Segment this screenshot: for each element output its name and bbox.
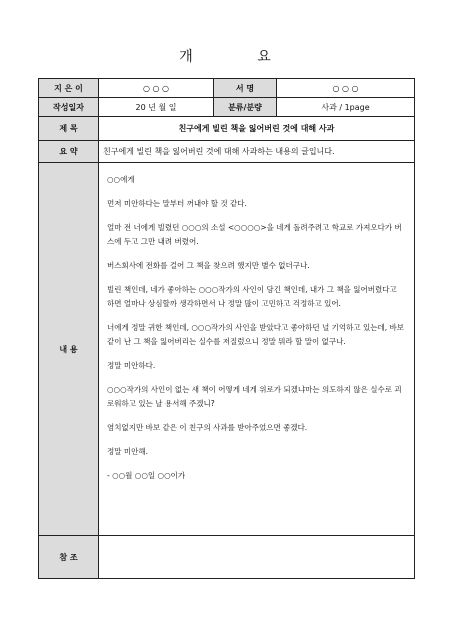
reference-value [99, 536, 415, 579]
author-value: ○ ○ ○ [99, 79, 214, 98]
signature-value: ○ ○ ○ [277, 79, 415, 98]
content-paragraph: - ○○월 ○○일 ○○이가 [107, 471, 186, 480]
date-value: 20 년 월 일 [99, 98, 214, 117]
summary-form-table [38, 78, 415, 579]
reference-row [39, 536, 415, 579]
summary-row [39, 141, 415, 163]
subject-value: 친구에게 빌린 책을 잃어버린 것에 대해 사과 [99, 117, 415, 141]
date-label: 작성일자 [39, 98, 99, 117]
content-body [99, 163, 415, 536]
content-paragraph: 너에게 정말 귀한 책인데, ○○○작가의 사인을 받았다고 좋아하던 널 기억하고 있는데, 바보 같이 난 그 책을 잃어버리는 실수를 저질렀으니 정말 뭐라 할 말이 없구나. [107, 323, 404, 346]
subject-label: 제 목 [39, 117, 99, 141]
summary-value: 친구에게 빌린 책을 잃어버린 것에 대해 사과하는 내용의 글입니다. [99, 141, 415, 163]
content-paragraph: 정말 미안하다. [107, 361, 156, 370]
category-value: 사과 / 1page [277, 98, 415, 117]
author-row [39, 79, 415, 98]
content-paragraph: ○○에게 [107, 175, 135, 184]
reference-label: 참 조 [39, 536, 99, 579]
content-paragraph: 정말 미안해. [107, 447, 148, 456]
content-paragraph: 먼저 미안하다는 말부터 꺼내야 할 것 같다. [107, 199, 247, 208]
date-row [39, 98, 415, 117]
content-paragraph: 빌린 책인데, 네가 좋아하는 ○○○작가의 사인이 담긴 책인데, 내가 그 책을 잃어버렸다고 하면 얼마나 상심할까 생각하면서 나 정말 많이 고민하고 걱정하고 있어. [107, 285, 397, 308]
subject-row [39, 117, 415, 141]
category-label: 분류/분량 [214, 98, 277, 117]
content-paragraph: ○○○작가의 사인이 없는 새 책이 어떻게 네게 위로가 되겠냐마는 의도하지 않은 실수로 괴로워하고 있는 날 용서해 주겠니? [107, 385, 402, 408]
content-row [39, 163, 415, 536]
content-paragraph: 염치없지만 바보 같은 이 친구의 사과를 받아주었으면 좋겠다. [107, 423, 308, 432]
document-title: 개 요 [179, 49, 301, 65]
content-label: 내 용 [39, 163, 99, 536]
summary-label: 요 약 [39, 141, 99, 163]
content-paragraph: 얼마 전 너에게 빌렸던 ○○○의 소설 <○○○○>을 네게 돌려주려고 학교로 가져오다가 버스에 두고 그만 내려 버렸어. [107, 223, 402, 246]
author-label: 지 은 이 [39, 79, 99, 98]
signature-label: 서 명 [214, 79, 277, 98]
content-paragraph: 버스회사에 전화를 걸어 그 책을 찾으려 했지만 별수 없더구나. [107, 261, 310, 270]
